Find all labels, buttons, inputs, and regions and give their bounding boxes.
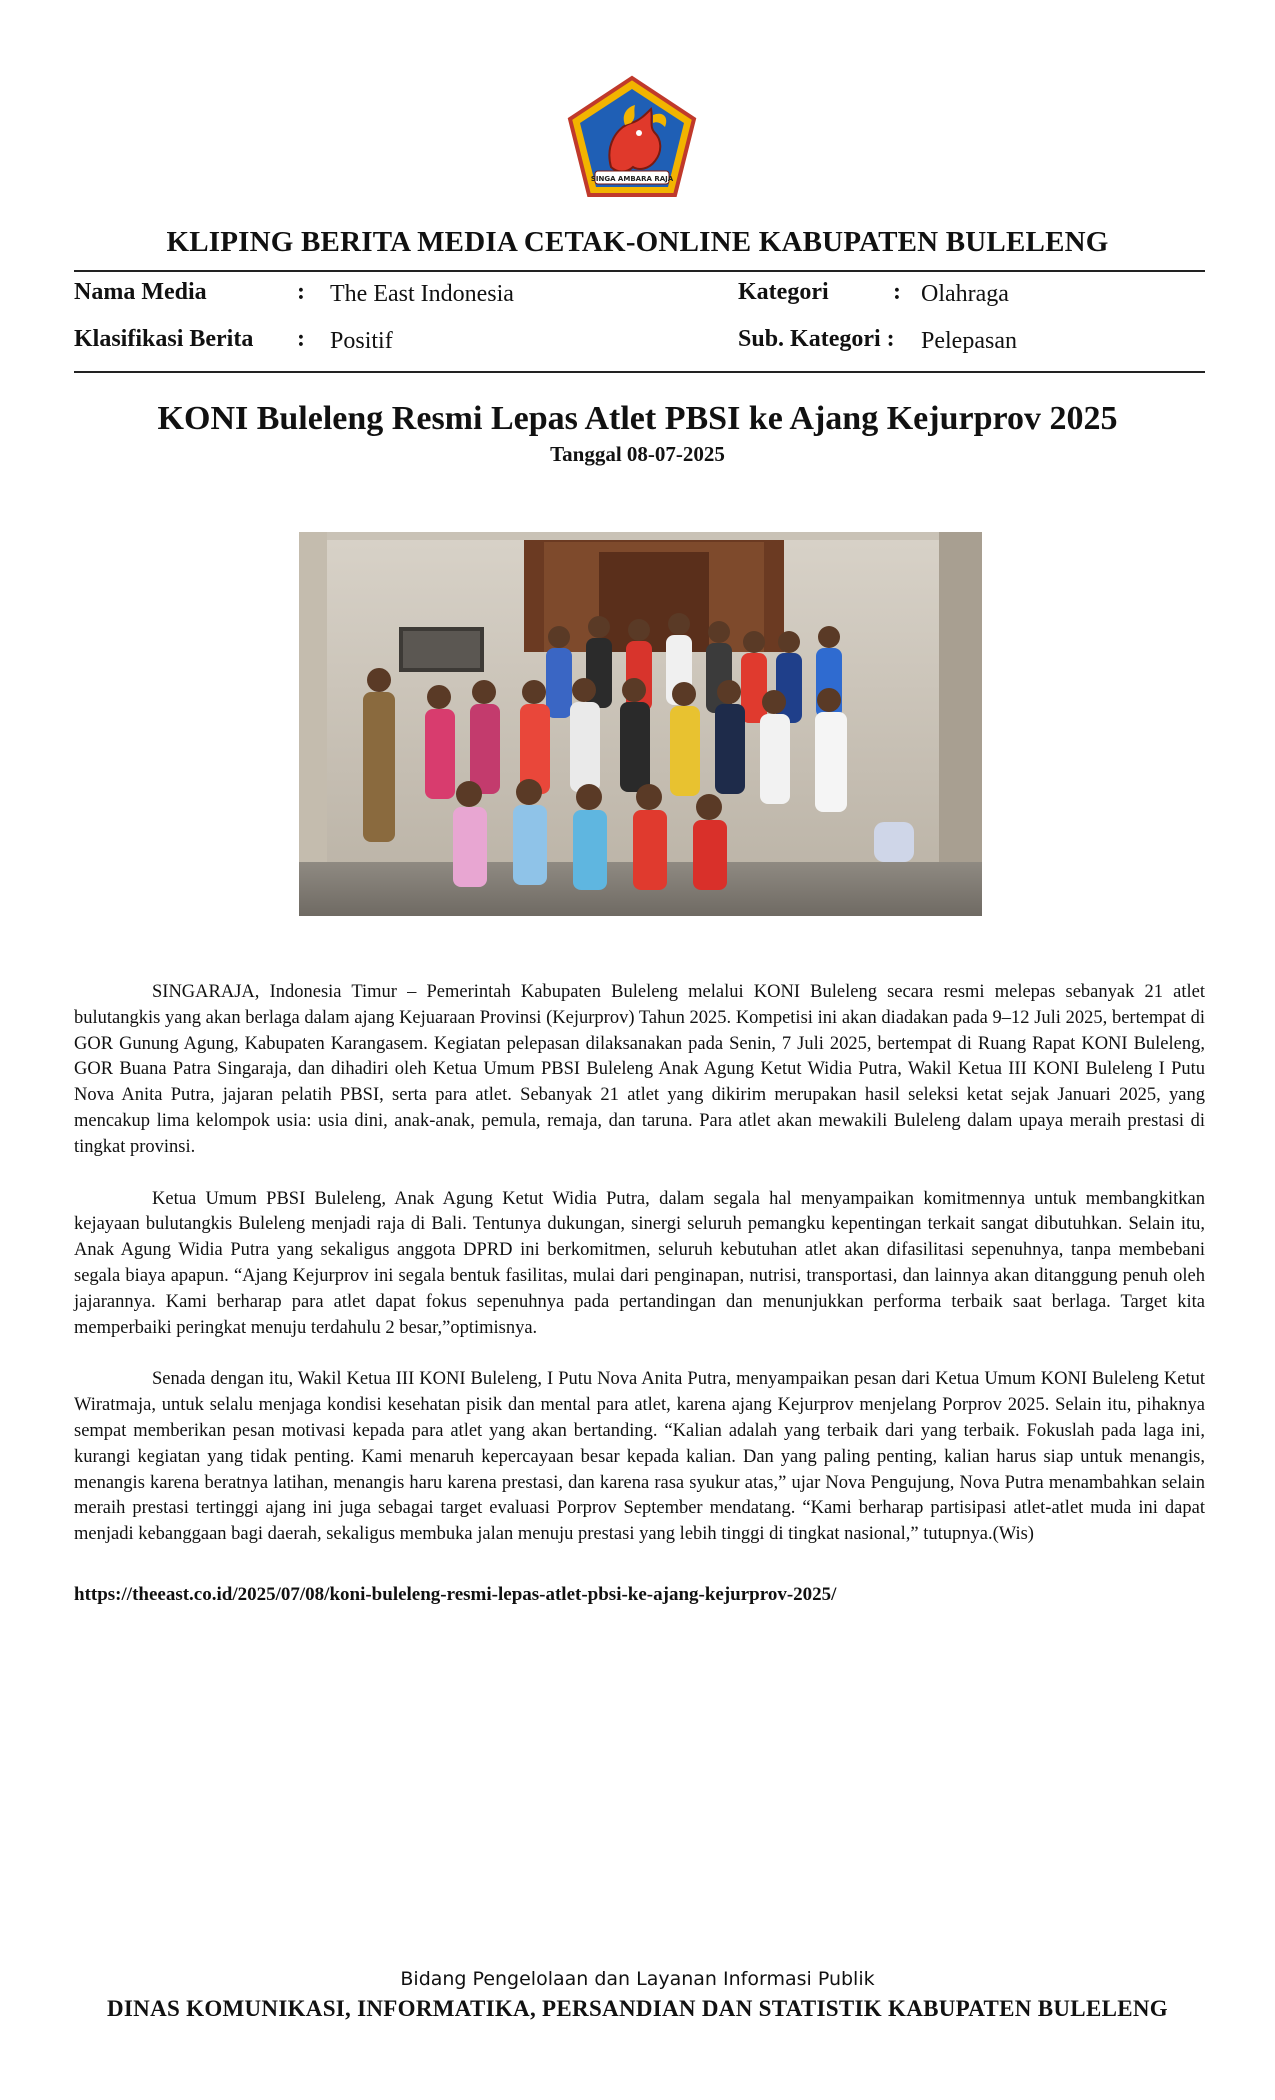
klasifikasi-berita-label: Klasifikasi Berita [74, 326, 254, 352]
klasifikasi-berita-colon: : [297, 326, 305, 352]
footer-division: Bidang Pengelolaan dan Layanan Informasi Publik [400, 1968, 875, 1990]
article-paragraph: Senada dengan itu, Wakil Ketua III KONI Buleleng, I Putu Nova Anita Putra, menyampaikan pesan dari Ketua Umum KONI Buleleng Ketut Wiratmaja, untuk selalu menjaga kondisi kesehatan pisik dan mental para atlet, karena ajang Kejurprov menjelang Porprov 2025. Selain itu, pihaknya sempat memberikan pesan motivasi kepada para atlet yang akan bertanding. “Kalian adalah yang terbaik dari yang terbaik. Fokuslah pada laga ini, kurangi kegiatan yang tidak penting. Kami menaruh kepercayaan besar kepada kalian. Dan yang paling penting, kalian harus siap untuk menangis, menangis karena beratnya latihan, menangis haru karena prestasi, dan karena rasa syukur atas,” ujar Nova Pengujung, Nova Putra menambahkan selain meraih prestasi tertinggi ajang ini juga sebagai target evaluasi Porprov September mendatang. “Kami berharap partisipasi atlet-atlet muda ini dapat menjadi kebanggaan bagi daerah, sekaligus membuka jalan menuju prestasi yang lebih tinggi di tingkat nasional,” tutupnya.(Wis) [74, 1369, 1205, 1545]
kategori-value: Olahraga [921, 281, 1009, 307]
sub-kategori-label: Sub. Kategori : [738, 326, 895, 352]
article-body [74, 980, 1205, 1574]
logo-motto-text: SINGA AMBARA RAJA [590, 175, 674, 183]
source-link[interactable]: https://theeast.co.id/2025/07/08/koni-buleleng-resmi-lepas-atlet-pbsi-ke-ajang-kejurprov-2025/ [74, 1584, 837, 1605]
sub-kategori-value: Pelepasan [921, 328, 1017, 354]
article-title: KONI Buleleng Resmi Lepas Atlet PBSI ke Ajang Kejurprov 2025 [157, 400, 1118, 437]
buleleng-crest-logo [565, 75, 699, 201]
header-divider-bottom [74, 371, 1205, 373]
nama-media-colon: : [297, 279, 305, 305]
document-header-title: KLIPING BERITA MEDIA CETAK-ONLINE KABUPATEN BULELENG [166, 226, 1109, 258]
article-date: Tanggal 08-07-2025 [550, 442, 725, 466]
header-divider-top [74, 270, 1205, 272]
article-paragraph: Ketua Umum PBSI Buleleng, Anak Agung Ketut Widia Putra, dalam segala hal menyampaikan komitmennya untuk membangkitkan kejayaan bulutangkis Buleleng menjadi raja di Bali. Tentunya dukungan, sinergi seluruh pemangku kepentingan terkait sangat dibutuhkan. Selain itu, Anak Agung Widia Putra yang sekaligus anggota DPRD ini berkomitmen, seluruh kebutuhan atlet akan difasilitasi sepenuhnya, tanpa membebani segala biaya apapun. “Ajang Kejurprov ini segala bentuk fasilitas, mulai dari penginapan, nutrisi, transportasi, dan lainnya akan ditanggung penuh oleh jajarannya. Kami berharap para atlet dapat fokus sepenuhnya pada pertandingan dan menunjukkan performa terbaik saat berlaga. Target kita memperbaiki peringkat menuju terdahulu 2 besar,”optimisnya. [74, 1188, 1205, 1338]
kategori-colon: : [893, 279, 901, 305]
article-photo [299, 532, 982, 916]
klasifikasi-berita-value: Positif [330, 328, 393, 354]
nama-media-value: The East Indonesia [330, 281, 514, 307]
footer-agency: DINAS KOMUNIKASI, INFORMATIKA, PERSANDIAN DAN STATISTIK KABUPATEN BULELENG [107, 1996, 1168, 2021]
article-paragraph: SINGARAJA, Indonesia Timur – Pemerintah Kabupaten Buleleng melalui KONI Buleleng secara resmi melepas sebanyak 21 atlet bulutangkis yang akan berlaga dalam ajang Kejuaraan Provinsi (Kejurprov) Tahun 2025. Kompetisi ini akan diadakan pada 9–12 Juli 2025, bertempat di GOR Gunung Agung, Kabupaten Karangasem. Kegiatan pelepasan dilaksanakan pada Senin, 7 Juli 2025, bertempat di Ruang Rapat KONI Buleleng, GOR Buana Patra Singaraja, dan dihadiri oleh Ketua Umum PBSI Buleleng Anak Agung Ketut Widia Putra, Wakil Ketua III KONI Buleleng I Putu Nova Anita Putra, jajaran pelatih PBSI, serta para atlet. Sebanyak 21 atlet yang dikirim merupakan hasil seleksi ketat sejak Januari 2025, yang mencakup lima kelompok usia: usia dini, anak-anak, pemula, remaja, dan taruna. Para atlet akan mewakili Buleleng dalam upaya meraih prestasi di tingkat provinsi. [74, 982, 1205, 1157]
nama-media-label: Nama Media [74, 279, 207, 305]
kategori-label: Kategori [738, 279, 829, 305]
